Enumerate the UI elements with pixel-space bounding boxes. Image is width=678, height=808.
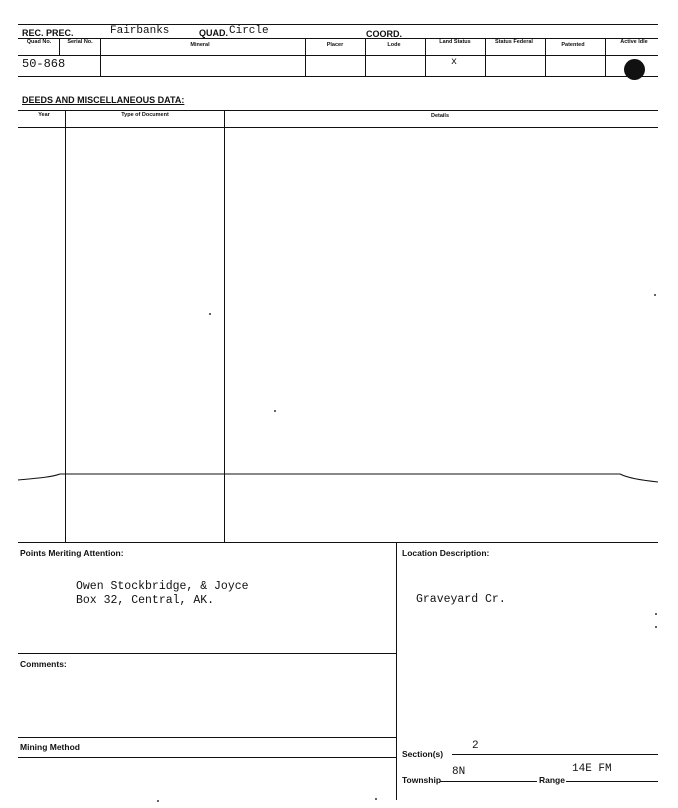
comments-label: Comments: (20, 659, 67, 669)
header-label-line (18, 38, 658, 39)
township-underline (440, 781, 537, 782)
header-mid-line (18, 55, 658, 56)
range-label: Range (539, 775, 565, 785)
quad-no-value: 50-868 (22, 57, 66, 71)
range-value: 14E FM (572, 763, 612, 775)
deeds-header-line (18, 127, 658, 128)
points-meriting-attention-label: Points Meriting Attention: (20, 548, 124, 558)
col-patented: Patented (561, 42, 585, 48)
coord-label: COORD. (366, 29, 402, 39)
points-line-1: Owen Stockbridge, & Joyce (76, 580, 249, 593)
header-top-line (18, 24, 658, 25)
col-active-idle: Active Idle (620, 39, 648, 45)
col-lode: Lode (387, 42, 401, 48)
land-status-value: x (451, 57, 458, 68)
rec-prec-label: REC. PREC. (22, 28, 74, 38)
section-underline (452, 754, 658, 755)
location-description-label: Location Description: (402, 548, 490, 558)
fold-line (0, 462, 678, 492)
section-value: 2 (472, 740, 479, 752)
mining-method-label: Mining Method (20, 742, 80, 752)
col-type-of-document: Type of Document (121, 112, 169, 118)
location-value: Graveyard Cr. (416, 593, 506, 606)
col-year: Year (38, 112, 50, 118)
deeds-title: DEEDS AND MISCELLANEOUS DATA: (22, 95, 185, 105)
section-label: Section(s) (402, 749, 444, 759)
header-bottom-line (18, 76, 658, 77)
points-line-2: Box 32, Central, AK. (76, 594, 215, 607)
quad-value: Circle (229, 25, 269, 37)
col-land-status: Land Status (439, 39, 471, 45)
col-status-federal: Status Federal (495, 39, 533, 45)
col-serial-no: Serial No. (67, 39, 93, 45)
rec-prec-value: Fairbanks (110, 25, 170, 37)
comments-top-line (18, 653, 396, 654)
col-details: Details (430, 113, 450, 119)
range-underline (566, 781, 658, 782)
col-quad-no: Quad No. (26, 39, 52, 45)
mining-top-line (18, 737, 396, 738)
deeds-top-line (18, 110, 658, 111)
active-dot-icon (624, 59, 645, 80)
township-value: 8N (452, 766, 466, 778)
township-label: Township (402, 775, 442, 785)
bottom-column-divider (396, 542, 397, 800)
col-placer: Placer (326, 42, 344, 48)
quad-label: QUAD. (199, 28, 228, 38)
col-mineral: Mineral (190, 42, 210, 48)
bottom-section-top-line (18, 542, 658, 543)
mining-bottom-line (18, 757, 396, 758)
